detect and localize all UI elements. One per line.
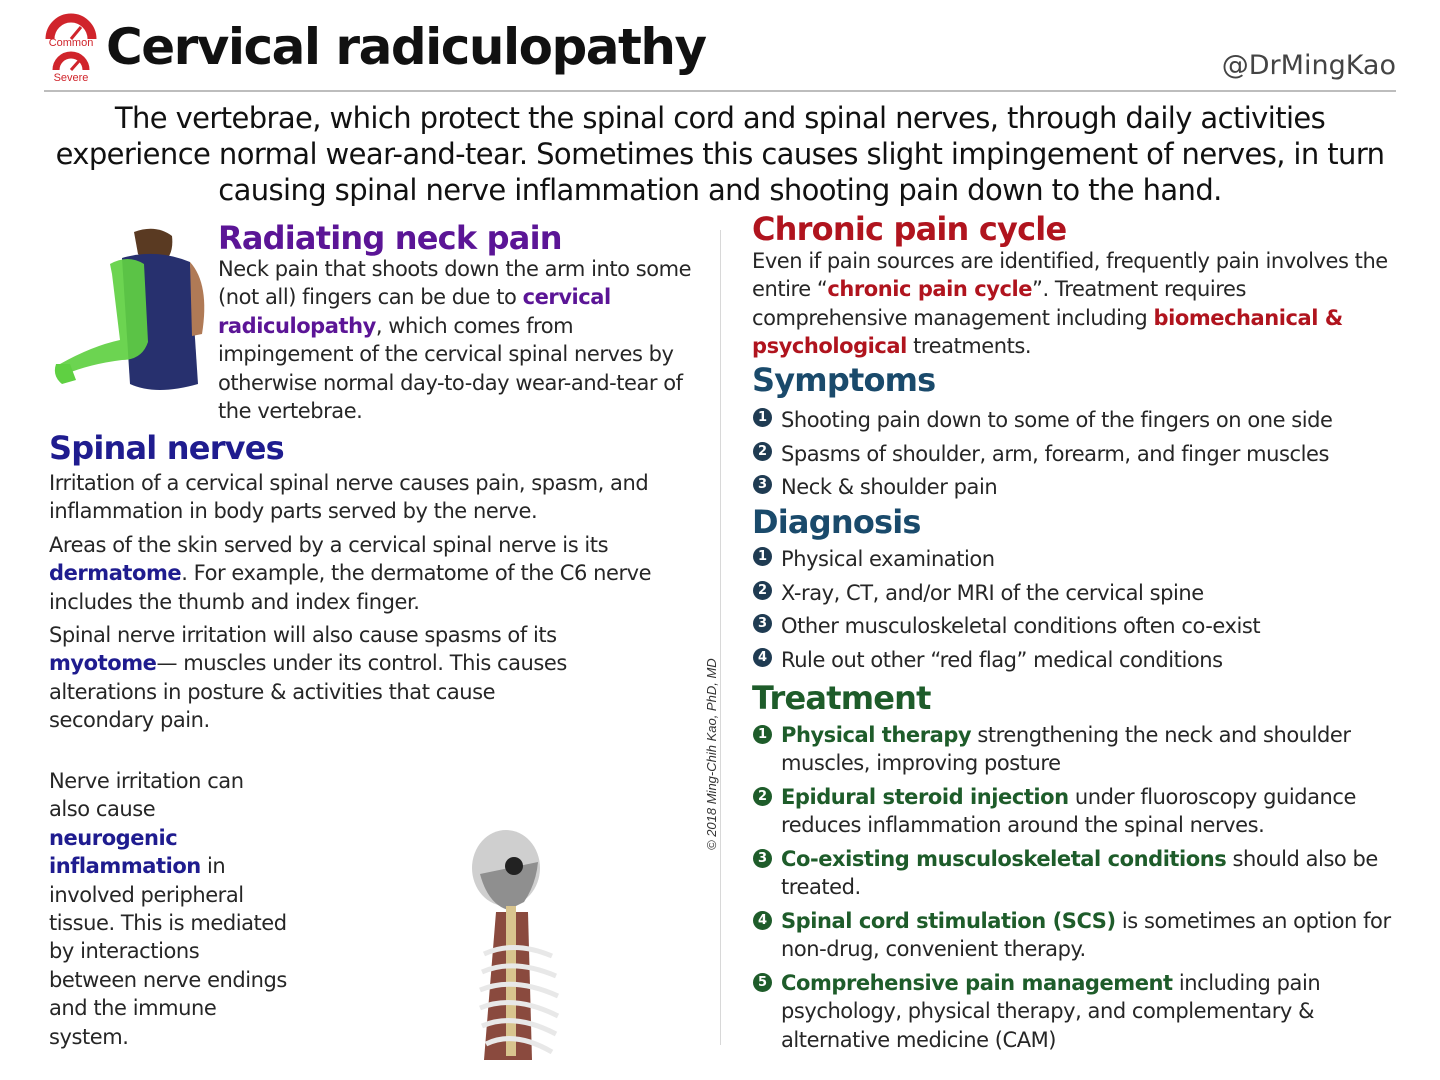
chronic-pain-heading: Chronic pain cycle [752, 210, 1067, 248]
intro-paragraph: The vertebrae, which protect the spinal cord and spinal nerves, through daily activities experience normal wear-and-tear. Sometimes this causes slight impingement of nerves, in turn causing spinal nerve inflammation and shooting pain down to the hand. [55, 101, 1385, 207]
number-badge-1: 1 [753, 408, 772, 427]
list-item [753, 845, 1403, 902]
treatment-text: is sometimes an option for non-drug, convenient therapy. [781, 909, 1391, 962]
list-item [753, 783, 1403, 840]
list-item [753, 610, 1403, 644]
author-handle: @DrMingKao [1221, 50, 1396, 81]
spinal-para-2-text-a: Areas of the skin served by a cervical spinal nerve is its [49, 533, 609, 557]
gauge-label-severe: Severe [53, 72, 89, 84]
number-badge-2: 2 [753, 787, 772, 806]
list-item [753, 969, 1403, 1054]
number-badge-4: 4 [753, 911, 772, 930]
number-badge-2: 2 [753, 442, 772, 461]
list-item [753, 721, 1403, 778]
list-item [753, 577, 1403, 611]
treatment-heading: Treatment [752, 679, 931, 717]
spinal-para-2-text-b: . For example, the dermatome of the C6 nerve includes the thumb and index finger. [49, 561, 652, 614]
number-badge-5: 5 [753, 973, 772, 992]
spinal-para-4 [49, 767, 289, 1051]
radiating-text-2: , which comes from impingement of the cervical spinal nerves by otherwise normal day-to-day wear-and-tear of the vertebrae. [218, 313, 683, 424]
severity-gauge-icon [40, 12, 102, 86]
diagnosis-text: Physical examination [781, 547, 995, 571]
list-item [753, 907, 1403, 964]
diagnosis-text: X-ray, CT, and/or MRI of the cervical spine [781, 580, 1204, 605]
list-item [753, 438, 1403, 472]
column-divider [720, 230, 721, 1045]
chronic-pain-paragraph [752, 247, 1402, 361]
symptoms-list [753, 404, 1403, 505]
treatment-text: should also be treated. [781, 847, 1378, 900]
list-item [753, 543, 1403, 577]
diagnosis-list [753, 543, 1403, 677]
chronic-text-b: ”. Treatment requires comprehensive management including [752, 277, 1246, 330]
number-badge-3: 3 [753, 849, 772, 868]
number-badge-3: 3 [753, 614, 772, 633]
term-biomechanical-psychological: biomechanical & psychological [752, 305, 1343, 359]
copyright-notice: © 2018 Ming-Chih Kao, PhD, MD [704, 658, 719, 850]
chronic-text-a: Even if pain sources are identified, frequently pain involves the entire “ [752, 249, 1388, 302]
spinal-para-3 [49, 621, 604, 735]
spinal-para-3-text-a: Spinal nerve irritation will also cause spasms of its [49, 623, 557, 647]
treatment-term: Spinal cord stimulation (SCS) [781, 909, 1116, 933]
radiating-text-1: Neck pain that shoots down the arm into some (not all) fingers can be due to [218, 257, 692, 310]
number-badge-3: 3 [753, 475, 772, 494]
chronic-text-c: treatments. [906, 334, 1032, 359]
treatment-term: Epidural steroid injection [781, 785, 1069, 809]
symptom-text: Shooting pain down to some of the fingers on one side [781, 408, 1333, 432]
term-chronic-pain-cycle: chronic pain cycle [827, 277, 1033, 302]
spinal-para-2 [49, 531, 709, 616]
page-title: Cervical radiculopathy [106, 18, 706, 76]
number-badge-1: 1 [753, 725, 772, 744]
number-badge-4: 4 [753, 648, 772, 667]
treatment-text: including pain psychology, physical therapy, and complementary & alternative medicine (CAM) [781, 971, 1321, 1052]
list-item [753, 471, 1403, 505]
radiating-heading: Radiating neck pain [218, 219, 562, 257]
term-cervical-radiculopathy: cervical radiculopathy [218, 285, 611, 338]
list-item [753, 404, 1403, 438]
symptom-text: Neck & shoulder pain [781, 475, 998, 499]
spinal-para-4-text-b: in involved peripheral tissue. This is mediated by interactions between nerve endings and the immune system. [49, 854, 287, 1049]
spinal-para-4-text-a: Nerve irritation can also cause [49, 769, 244, 822]
symptom-text: Spasms of shoulder, arm, forearm, and finger muscles [781, 441, 1329, 466]
diagnosis-text: Rule out other “red flag” medical conditions [781, 647, 1223, 672]
treatment-term: Comprehensive pain management [781, 971, 1173, 995]
symptoms-heading: Symptoms [752, 361, 936, 399]
gauge-label-common: Common [48, 37, 94, 49]
term-neurogenic-inflammation: neurogenic inflammation [49, 825, 201, 879]
treatment-term: Physical therapy [781, 723, 972, 747]
term-myotome: myotome [49, 651, 157, 676]
treatment-term: Co-existing musculoskeletal conditions [781, 847, 1227, 871]
woman-arm-pain-illustration [52, 224, 212, 399]
spinal-para-1: Irritation of a cervical spinal nerve causes pain, spasm, and inflammation in body parts served by the nerve. [49, 471, 649, 524]
skeleton-spine-illustration [466, 826, 570, 1060]
spinal-para-3-text-b: — muscles under its control. This causes alterations in posture & activities that cause secondary pain. [49, 651, 567, 733]
radiating-paragraph [218, 255, 698, 425]
number-badge-2: 2 [753, 581, 772, 600]
number-badge-1: 1 [753, 547, 772, 566]
treatment-list [753, 721, 1403, 1054]
term-dermatome: dermatome [49, 561, 182, 586]
header-divider [44, 90, 1396, 92]
spinal-nerves-heading: Spinal nerves [49, 429, 284, 467]
treatment-text: under fluoroscopy guidance reduces inflammation around the spinal nerves. [781, 785, 1356, 838]
list-item [753, 644, 1403, 678]
treatment-text: strengthening the neck and shoulder muscles, improving posture [781, 723, 1351, 776]
diagnosis-heading: Diagnosis [752, 503, 921, 541]
diagnosis-text: Other musculoskeletal conditions often co-exist [781, 614, 1261, 638]
